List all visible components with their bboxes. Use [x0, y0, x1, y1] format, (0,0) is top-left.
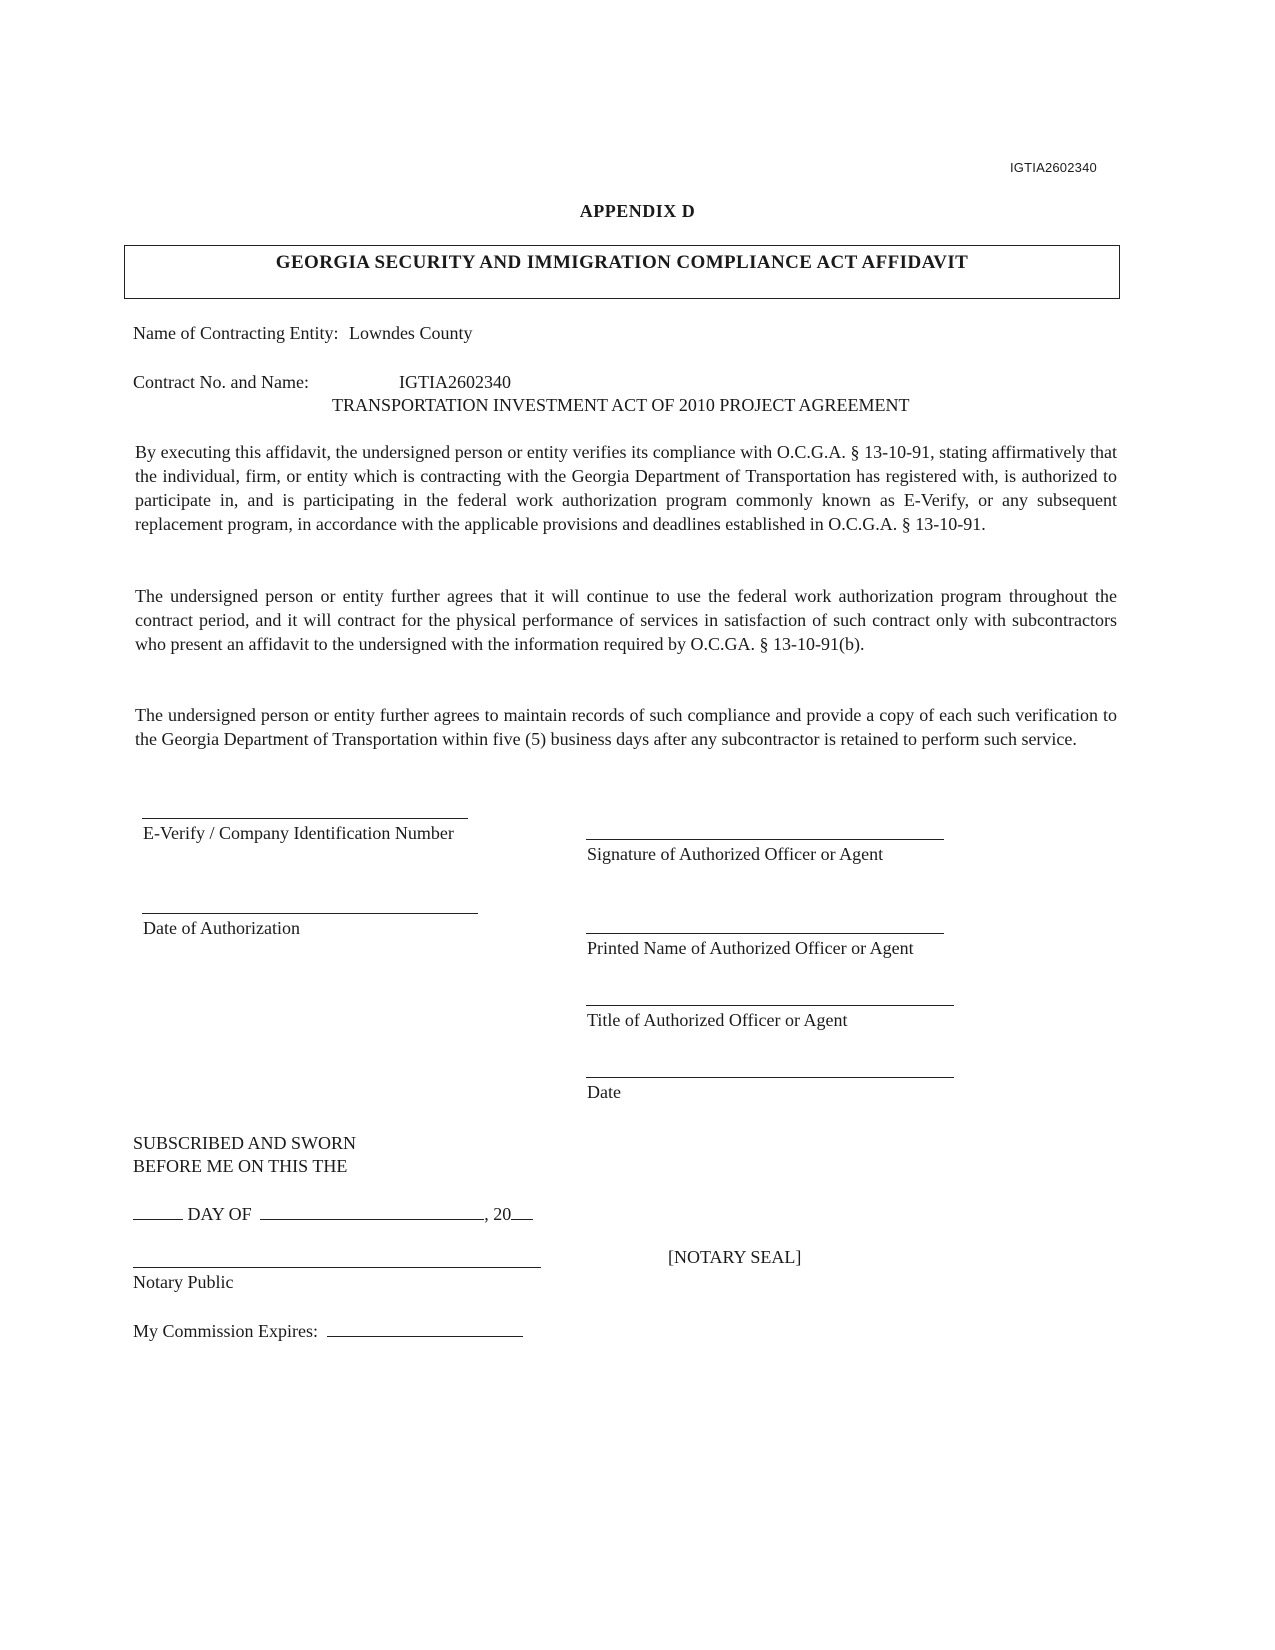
month-blank[interactable] — [260, 1203, 484, 1220]
year-prefix: , 20 — [484, 1204, 512, 1224]
sworn-line-2: BEFORE ME ON THIS THE — [133, 1156, 348, 1176]
notary-seal-label: [NOTARY SEAL] — [668, 1247, 802, 1267]
day-of-row — [133, 1203, 533, 1225]
officer-title-label: Title of Authorized Officer or Agent — [587, 1010, 848, 1030]
contract-number: IGTIA2602340 — [399, 372, 511, 392]
day-of-label: DAY OF — [187, 1204, 252, 1224]
document-id: IGTIA2602340 — [1010, 160, 1097, 175]
paragraph-records: The undersigned person or entity further agrees to maintain records of such compliance and provide a copy of each such verification to the Georgia Department of Transportation within five (5) business days after any subcontractor is retained to perform such service. — [135, 705, 1117, 749]
printed-name-line[interactable] — [586, 933, 944, 934]
notary-public-label: Notary Public — [133, 1272, 234, 1292]
contract-label: Contract No. and Name: — [133, 372, 309, 392]
paragraph-compliance: By executing this affidavit, the undersigned person or entity verifies its compliance with O.C.G.A. § 13-10-91, stating affirmatively that the individual, firm, or entity which is contracting with the Georgia Department of Transportation has registered with, is authorized to participate in, and is participating in the federal work authorization program commonly known as E-Verify, or any subsequent replacement program, in accordance with the applicable provisions and deadlines established in O.C.G.A. § 13-10-91. — [135, 442, 1117, 534]
paragraph-continue-use: The undersigned person or entity further agrees that it will continue to use the federal work authorization program throughout the contract period, and it will contract for the physical performance of services in satisfaction of such contract only with subcontractors who present an affidavit to the undersigned with the information required by O.C.GA. § 13-10-91(b). — [135, 586, 1117, 654]
day-blank[interactable] — [133, 1203, 183, 1220]
sworn-line-1: SUBSCRIBED AND SWORN — [133, 1133, 357, 1153]
sign-date-label: Date — [587, 1082, 621, 1102]
auth-date-line[interactable] — [142, 913, 478, 914]
commission-row — [133, 1320, 523, 1342]
year-blank[interactable] — [511, 1203, 533, 1220]
printed-name-label: Printed Name of Authorized Officer or Agent — [587, 938, 914, 958]
affidavit-title: GEORGIA SECURITY AND IMMIGRATION COMPLIANCE ACT AFFIDAVIT — [275, 252, 969, 273]
commission-expires-label: My Commission Expires: — [133, 1321, 319, 1341]
everify-id-line[interactable] — [142, 818, 468, 819]
everify-id-label: E-Verify / Company Identification Number — [143, 823, 454, 843]
officer-title-line[interactable] — [586, 1005, 954, 1006]
title-box — [124, 245, 1120, 299]
sign-date-line[interactable] — [586, 1077, 954, 1078]
commission-expires-blank[interactable] — [327, 1320, 523, 1337]
contracting-entity-label: Name of Contracting Entity: — [133, 323, 339, 343]
contract-name: TRANSPORTATION INVESTMENT ACT OF 2010 PROJECT AGREEMENT — [332, 395, 910, 415]
auth-date-label: Date of Authorization — [143, 918, 300, 938]
signature-line[interactable] — [586, 839, 944, 840]
appendix-heading: APPENDIX D — [579, 201, 696, 221]
signature-label: Signature of Authorized Officer or Agent — [587, 844, 884, 864]
contracting-entity-value: Lowndes County — [348, 323, 473, 343]
contracting-entity-row — [133, 323, 472, 344]
notary-signature-line[interactable] — [133, 1267, 541, 1268]
